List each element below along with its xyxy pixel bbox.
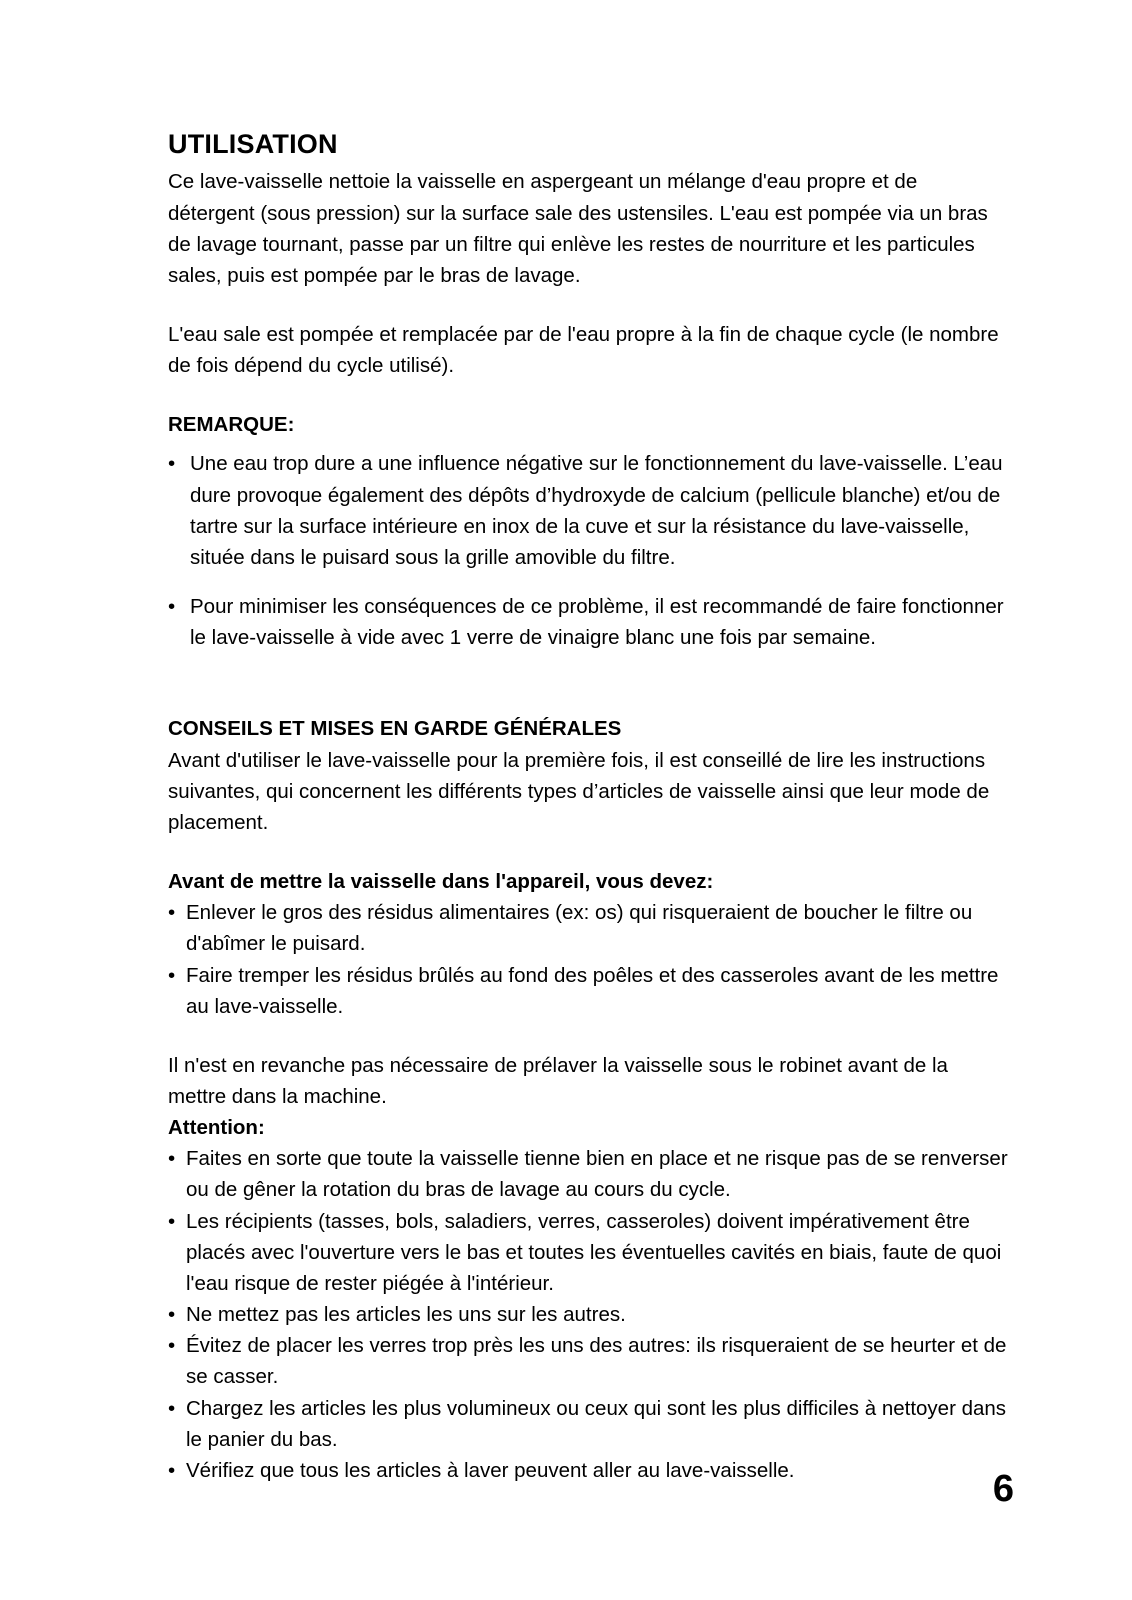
spacer (168, 697, 1008, 713)
spacer (168, 653, 1008, 697)
remark-label: REMARQUE: (168, 413, 295, 437)
list-item: • Faire tremper les résidus brûlés au fond des poêles et des casseroles avant de les mettre au lave-vaisselle. (168, 960, 1008, 1022)
list-item: • Enlever le gros des résidus alimentaires (ex: os) qui risqueraient de boucher le filtre ou d'abîmer le puisard. (168, 897, 1008, 959)
page-number: 6 (992, 1468, 1014, 1510)
list-item: • Les récipients (tasses, bols, saladiers, verres, casseroles) doivent impérativement être placés avec l'ouverture vers le bas et toutes les éventuelles cavités en biais, faute de quoi l'eau risque de rester piégée à l'intérieur. (168, 1206, 1008, 1299)
list-item: • Évitez de placer les verres trop près les uns des autres: ils risqueraient de se heurter et de se casser. (168, 1330, 1008, 1392)
spacer (168, 1022, 1008, 1050)
before-label: Avant de mettre la vaisselle dans l'appareil, vous devez: (168, 870, 714, 894)
list-item: • Chargez les articles les plus volumineux ou ceux qui sont les plus difficiles à nettoyer dans le panier du bas. (168, 1393, 1008, 1455)
prewash-paragraph: Il n'est en revanche pas nécessaire de prélaver la vaisselle sous le robinet avant de la mettre dans la machine. (168, 1053, 948, 1108)
spacer (168, 291, 1008, 319)
page-content (168, 128, 1008, 1486)
spacer (168, 381, 1008, 409)
intro-paragraph-1: Ce lave-vaisselle nettoie la vaisselle en aspergeant un mélange d'eau propre et de détergent (sous pression) sur la surface sale des ustensiles. L'eau est pompée via un bras de lavage tournant, passe par un filtre qui enlève les restes de nourriture et les particules sales, puis est pompée par le bras de lavage. (168, 170, 988, 287)
intro-paragraph-2: L'eau sale est pompée et remplacée par de l'eau propre à la fin de chaque cycle (le nombre de fois dépend du cycle utilisé). (168, 323, 999, 378)
advice-heading: CONSEILS ET MISES EN GARDE GÉNÉRALES (168, 717, 622, 741)
spacer (168, 838, 1008, 866)
advice-paragraph: Avant d'utiliser le lave-vaisselle pour la première fois, il est conseillé de lire les instructions suivantes, qui concernent les différents types d’articles de vaisselle ainsi que leur mode de placement. (168, 748, 990, 834)
list-item: • Ne mettez pas les articles les uns sur les autres. (168, 1299, 1008, 1330)
before-bullet-list (168, 897, 1008, 1022)
attention-label: Attention: (168, 1116, 265, 1140)
remark-bullet-list (168, 448, 1008, 653)
list-item: • Vérifiez que tous les articles à laver peuvent aller au lave-vaisselle. (168, 1455, 1008, 1486)
list-item: • Pour minimiser les conséquences de ce problème, il est recommandé de faire fonctionner le lave-vaisselle à vide avec 1 verre de vinaigre blanc une fois par semaine. (168, 591, 1008, 653)
list-item: • Une eau trop dure a une influence négative sur le fonctionnement du lave-vaisselle. L’eau dure provoque également des dépôts d’hydroxyde de calcium (pellicule blanche) et/ou de tartre sur la surface intérieure en inox de la cuve et sur la résistance du lave-vaisselle, située dans le puisard sous la grille amovible du filtre. (168, 448, 1008, 573)
list-item: • Faites en sorte que toute la vaisselle tienne bien en place et ne risque pas de se renverser ou de gêner la rotation du bras de lavage au cours du cycle. (168, 1143, 1008, 1205)
page-title: UTILISATION (168, 129, 338, 159)
spacer (168, 440, 1008, 448)
attention-bullet-list (168, 1143, 1008, 1486)
